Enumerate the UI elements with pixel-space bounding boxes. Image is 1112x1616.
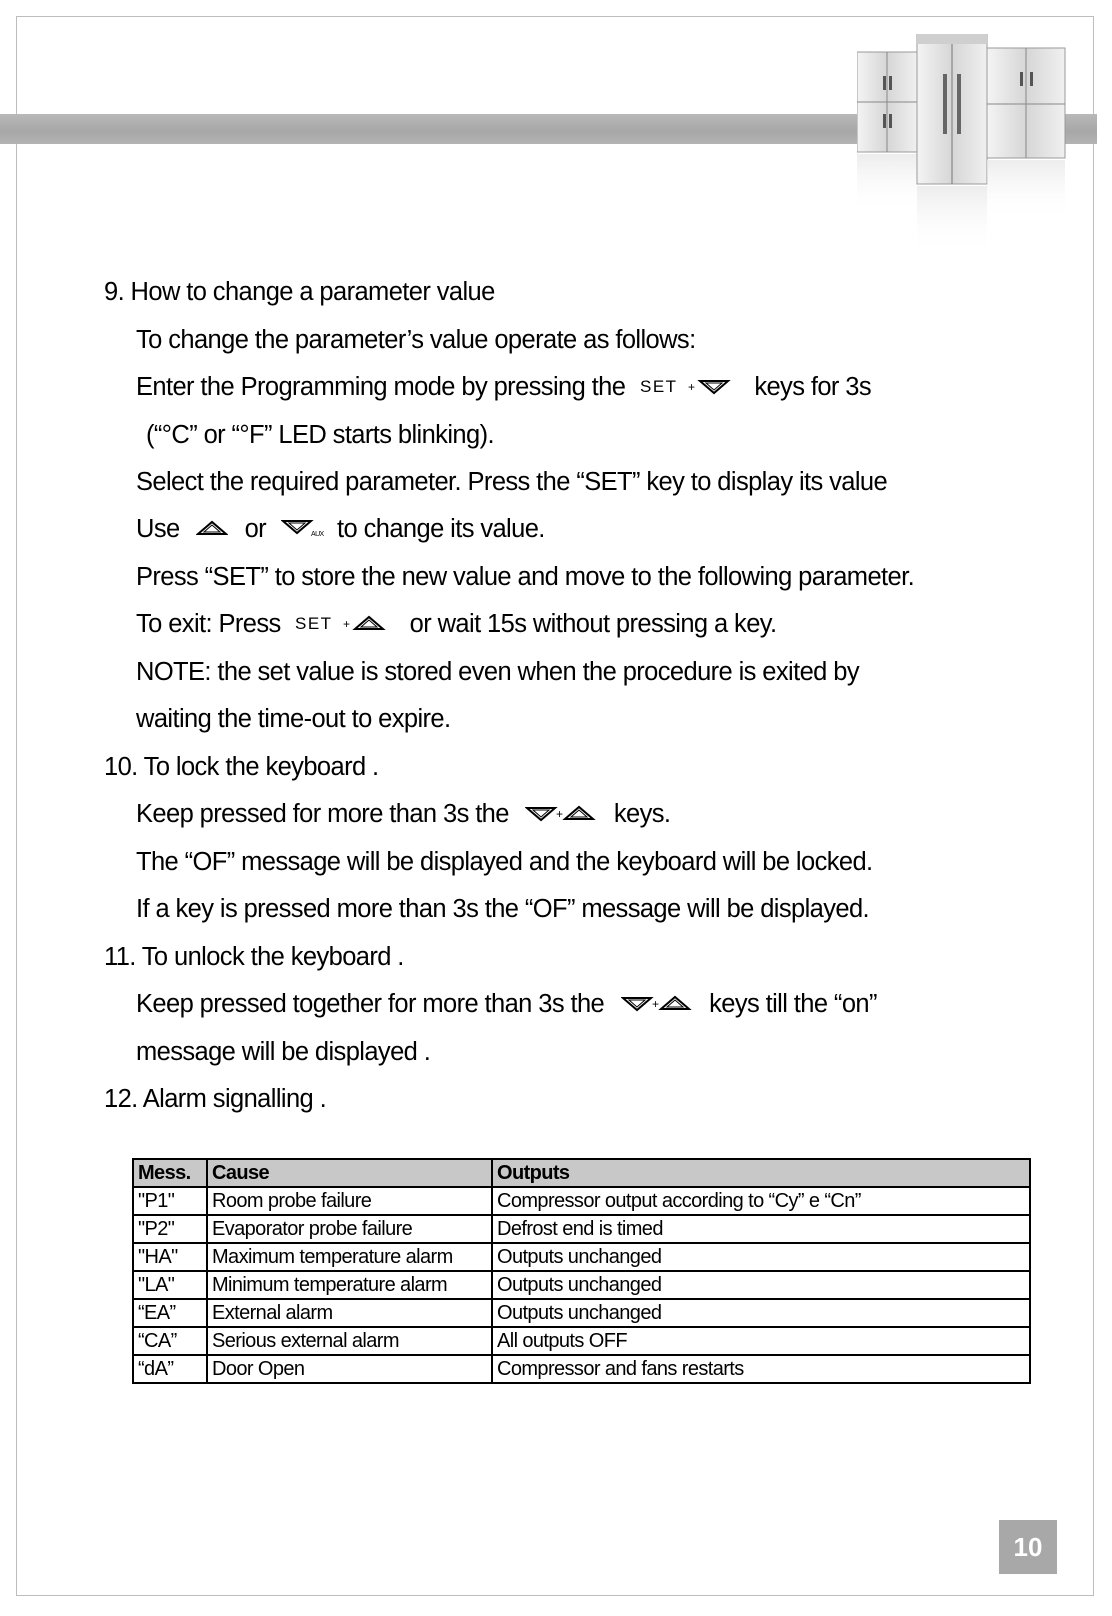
table-cell: Outputs unchanged — [492, 1271, 1030, 1299]
table-cell: All outputs OFF — [492, 1327, 1030, 1355]
section-11-line: message will be displayed . — [136, 1038, 431, 1066]
table-row — [133, 1215, 1030, 1243]
svg-text:SET: SET — [295, 614, 333, 634]
table-row — [133, 1299, 1030, 1327]
svg-text:SET: SET — [639, 377, 678, 397]
section-9-line: To change the parameter’s value operate as follows: — [136, 326, 696, 354]
section-9-heading: 9. How to change a parameter value — [104, 278, 495, 306]
table-row — [133, 1271, 1030, 1299]
section-10-line: Keep pressed for more than 3s the + keys. — [136, 799, 670, 830]
down-plus-up-keys-icon — [621, 990, 693, 1020]
table-cell: Maximum temperature alarm — [207, 1243, 492, 1271]
table-cell: Room probe failure — [207, 1187, 492, 1215]
table-cell: Outputs unchanged — [492, 1243, 1030, 1271]
table-cell: “EA” — [133, 1299, 207, 1327]
set-plus-down-keys-icon — [638, 373, 742, 403]
table-cell: Outputs unchanged — [492, 1299, 1030, 1327]
table-row — [133, 1355, 1030, 1383]
table-cell: Minimum temperature alarm — [207, 1271, 492, 1299]
page-number: 10 — [999, 1520, 1057, 1574]
section-9-line: Use or AUX to change its value. — [136, 514, 545, 545]
table-cell: Door Open — [207, 1355, 492, 1383]
column-header: Outputs — [492, 1159, 1030, 1187]
table-cell: “CA” — [133, 1327, 207, 1355]
table-row — [133, 1243, 1030, 1271]
table-cell: Compressor and fans restarts — [492, 1355, 1030, 1383]
table-cell: "P2" — [133, 1215, 207, 1243]
section-9-line: Enter the Programming mode by pressing the SET + keys for 3s — [136, 372, 871, 403]
table-cell: “dA” — [133, 1355, 207, 1383]
section-10-line: The “OF” message will be displayed and the keyboard will be locked. — [136, 848, 873, 876]
section-9-line: waiting the time-out to expire. — [136, 705, 451, 733]
down-plus-up-keys-icon — [525, 800, 597, 830]
section-11-heading: 11. To unlock the keyboard . — [104, 943, 404, 971]
section-9-line: Press “SET” to store the new value and move to the following parameter. — [136, 563, 915, 591]
up-key-icon — [196, 515, 228, 545]
section-10-heading: 10. To lock the keyboard . — [104, 753, 379, 781]
section-9-line: To exit: Press SET + or wait 15s without pressing a key. — [136, 609, 777, 640]
table-cell: Serious external alarm — [207, 1327, 492, 1355]
table-cell: External alarm — [207, 1299, 492, 1327]
svg-text:+: + — [651, 997, 659, 1012]
table-row — [133, 1327, 1030, 1355]
column-header: Mess. — [133, 1159, 207, 1187]
svg-text:+: + — [687, 380, 695, 395]
down-aux-key-icon — [281, 515, 327, 545]
table-header-row — [133, 1159, 1030, 1187]
column-header: Cause — [207, 1159, 492, 1187]
section-11-line: Keep pressed together for more than 3s the + keys till the “on” — [136, 989, 877, 1020]
section-9-line: Select the required parameter. Press the “SET” key to display its value — [136, 468, 888, 496]
table-cell: Defrost end is timed — [492, 1215, 1030, 1243]
table-cell: Compressor output according to “Cy” e “Cn” — [492, 1187, 1030, 1215]
alarm-table — [132, 1158, 1031, 1384]
svg-text:AUX: AUX — [310, 531, 324, 539]
set-plus-up-keys-icon — [293, 610, 397, 640]
section-9-note: NOTE: the set value is stored even when the procedure is exited by — [136, 658, 859, 686]
svg-text:+: + — [556, 807, 563, 822]
section-12-heading: 12. Alarm signalling . — [104, 1085, 327, 1113]
table-row — [133, 1187, 1030, 1215]
table-cell: Evaporator probe failure — [207, 1215, 492, 1243]
section-10-line: If a key is pressed more than 3s the “OF” message will be displayed. — [136, 895, 870, 923]
table-cell: "HA" — [133, 1243, 207, 1271]
table-cell: "LA" — [133, 1271, 207, 1299]
section-9-line: (“°C” or “°F” LED starts blinking). — [146, 421, 494, 449]
svg-text:+: + — [343, 617, 350, 632]
refrigerator-illustration — [857, 34, 1075, 254]
table-cell: "P1" — [133, 1187, 207, 1215]
